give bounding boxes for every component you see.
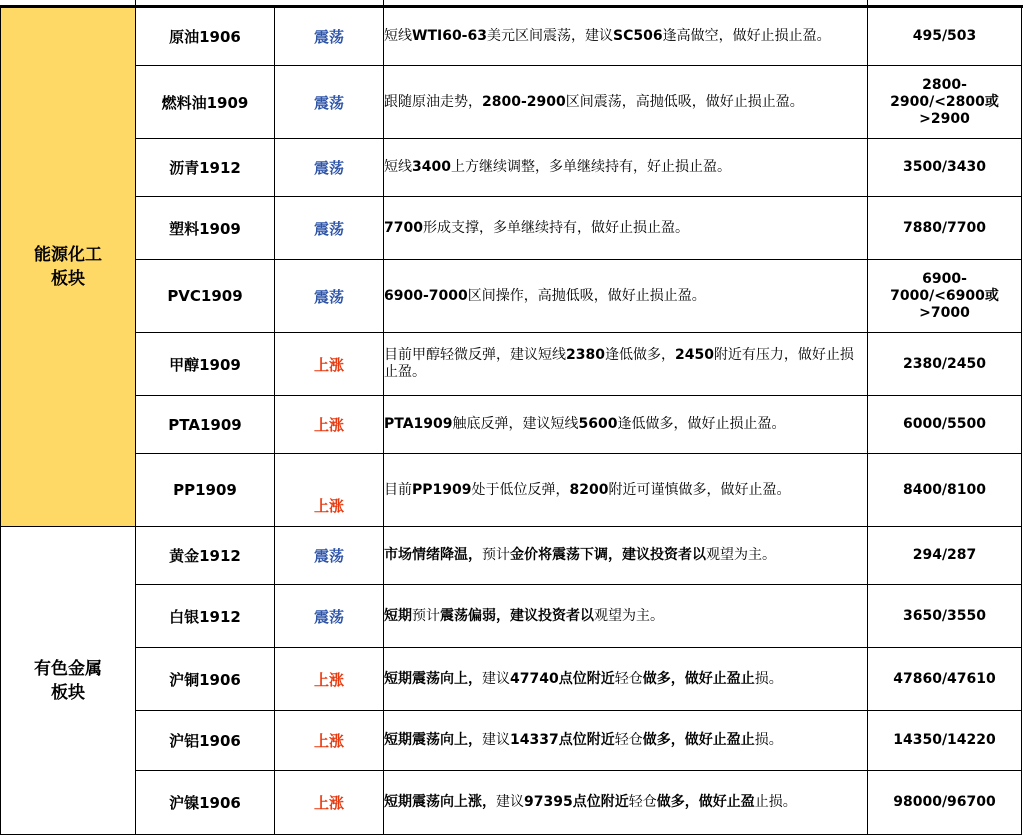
column-tick — [135, 0, 136, 5]
target-price: 294/287 — [868, 527, 1022, 585]
advice-segment: 2380 — [566, 347, 605, 363]
advice-segment: 5600 — [578, 416, 618, 432]
target-price: 3650/3550 — [868, 585, 1022, 648]
trend-label: 震荡 — [275, 139, 384, 197]
contract-name: PVC1909 — [136, 260, 275, 333]
advice-segment: 目前甲醇轻微反弹，建议短线 — [384, 347, 566, 363]
advice-segment: 做多，做好止盈 — [656, 794, 755, 810]
contract-name: 黄金1912 — [136, 527, 275, 585]
table-row — [1, 66, 1022, 139]
advice-segment: 损。 — [754, 670, 783, 687]
target-price: 2380/2450 — [868, 333, 1022, 396]
table-row — [1, 197, 1022, 260]
advice-segment: 2800-2900 — [482, 93, 566, 110]
advice-segment: 逢低做多，做好止损止盈。 — [617, 416, 786, 432]
advice-segment: 附近可谨慎做多，做好止盈。 — [608, 481, 791, 498]
table-row — [1, 260, 1022, 333]
advice-text — [384, 396, 868, 454]
advice-segment: PTA1909 — [384, 416, 453, 432]
trend-label: 震荡 — [275, 197, 384, 260]
trend-label: 上涨 — [275, 648, 384, 711]
advice-segment: WTI60-63 — [412, 28, 487, 44]
trend-label: 震荡 — [275, 260, 384, 333]
advice-segment: 短线 — [384, 28, 412, 44]
advice-segment: 市场情绪降温， — [384, 547, 482, 563]
strategy-table — [0, 7, 1022, 835]
advice-segment: 上方继续调整，多单继续持有，好止损止盈。 — [450, 159, 731, 175]
contract-name: 沥青1912 — [136, 139, 275, 197]
advice-text — [384, 585, 868, 648]
advice-segment: 6900-7000 — [384, 287, 468, 304]
advice-segment: 附近有压力，做好止损止盈。 — [384, 347, 854, 380]
advice-text — [384, 66, 868, 139]
target-price: 495/503 — [868, 8, 1022, 66]
trend-label: 上涨 — [275, 333, 384, 396]
advice-segment: 止损。 — [754, 794, 797, 810]
advice-segment: 观望为主。 — [594, 607, 664, 624]
advice-segment: 轻仓 — [614, 670, 643, 687]
advice-segment: 逢高做空，做好止损止盈。 — [662, 28, 831, 44]
advice-segment: 跟随原油走势， — [384, 93, 482, 110]
advice-text — [384, 197, 868, 260]
advice-text — [384, 333, 868, 396]
contract-name: PP1909 — [136, 454, 275, 527]
advice-segment: 金价将震荡下调， — [510, 547, 622, 563]
trend-label: 上涨 — [275, 771, 384, 835]
advice-text — [384, 454, 868, 527]
contract-name: 塑料1909 — [136, 197, 275, 260]
advice-text — [384, 711, 868, 771]
trend-label: 震荡 — [275, 66, 384, 139]
advice-segment: 8200 — [569, 481, 609, 498]
advice-segment: 美元区间震荡，建议 — [486, 28, 613, 44]
advice-segment: 47740点位附近 — [510, 670, 615, 687]
table-row — [1, 139, 1022, 197]
sector-label-metal: 有色金属 板块 — [1, 527, 136, 835]
table-row — [1, 648, 1022, 711]
advice-segment: 97395点位附近 — [524, 794, 629, 810]
table-row — [1, 454, 1022, 527]
contract-name: 甲醇1909 — [136, 333, 275, 396]
table-row — [1, 771, 1022, 835]
advice-text — [384, 648, 868, 711]
advice-segment: 震荡偏弱， — [440, 607, 510, 624]
target-price: 3500/3430 — [868, 139, 1022, 197]
table-row — [1, 585, 1022, 648]
advice-segment: 区间操作，高抛低吸，做好止损止盈。 — [467, 287, 706, 304]
advice-segment: 损。 — [754, 732, 783, 748]
table-row — [1, 333, 1022, 396]
advice-segment: 形成支撑，多单继续持有，做好止损止盈。 — [422, 219, 689, 236]
contract-name: 沪镍1906 — [136, 771, 275, 835]
contract-name: 沪铜1906 — [136, 648, 275, 711]
trend-label: 上涨 — [275, 396, 384, 454]
contract-name: PTA1909 — [136, 396, 275, 454]
advice-text — [384, 771, 868, 835]
advice-segment: 观望为主。 — [706, 547, 776, 563]
table-row — [1, 527, 1022, 585]
target-price: 14350/14220 — [868, 711, 1022, 771]
advice-segment: 轻仓 — [628, 794, 657, 810]
trend-label: 上涨 — [275, 711, 384, 771]
contract-name: 白银1912 — [136, 585, 275, 648]
contract-name: 原油1906 — [136, 8, 275, 66]
advice-segment: 建议 — [482, 732, 510, 748]
advice-segment: 短线 — [384, 159, 412, 175]
table-row — [1, 8, 1022, 66]
advice-segment: 短期震荡向上， — [384, 670, 482, 687]
advice-segment: 14337点位附近 — [510, 732, 615, 748]
advice-segment: SC506 — [612, 28, 663, 44]
target-price: 98000/96700 — [868, 771, 1022, 835]
trend-label: 震荡 — [275, 585, 384, 648]
advice-segment: 3400 — [412, 159, 451, 175]
advice-segment: PP1909 — [412, 481, 472, 498]
advice-text — [384, 8, 868, 66]
column-tick — [383, 0, 384, 5]
target-price: 47860/47610 — [868, 648, 1022, 711]
advice-segment: 预计 — [482, 547, 510, 563]
advice-text — [384, 260, 868, 333]
advice-segment: 轻仓 — [614, 732, 643, 748]
advice-segment: 短期震荡向上涨， — [384, 794, 496, 810]
advice-segment: 区间震荡，高抛低吸，做好止损止盈。 — [565, 93, 804, 110]
column-tick — [867, 0, 868, 5]
advice-segment: 7700 — [384, 219, 423, 236]
advice-text — [384, 139, 868, 197]
target-price: 6900- 7000/<6900或 >7000 — [868, 260, 1022, 333]
sector-label-energy: 能源化工 板块 — [1, 8, 136, 527]
advice-text — [384, 527, 868, 585]
advice-segment: 建议 — [496, 794, 524, 810]
advice-segment: 逢低做多， — [604, 347, 675, 363]
table-row — [1, 396, 1022, 454]
table-row — [1, 711, 1022, 771]
target-price: 8400/8100 — [868, 454, 1022, 527]
advice-segment: 目前 — [384, 481, 412, 498]
trend-label: 震荡 — [275, 8, 384, 66]
advice-segment: 处于低位反弹， — [471, 481, 570, 498]
advice-segment: 建议投资者以 — [510, 607, 594, 624]
advice-segment: 做多，做好止盈止 — [642, 670, 755, 687]
target-price: 2800- 2900/<2800或 >2900 — [868, 66, 1022, 139]
advice-segment: 建议 — [482, 670, 510, 687]
advice-segment: 触底反弹，建议短线 — [452, 416, 579, 432]
advice-segment: 2450 — [674, 347, 714, 363]
advice-segment: 做多，做好止盈止 — [642, 732, 755, 748]
target-price: 7880/7700 — [868, 197, 1022, 260]
advice-segment: 预计 — [412, 607, 440, 624]
advice-segment: 建议投资者以 — [622, 547, 706, 563]
contract-name: 沪铝1906 — [136, 711, 275, 771]
trend-label: 震荡 — [275, 527, 384, 585]
target-price: 6000/5500 — [868, 396, 1022, 454]
advice-segment: 短期 — [384, 607, 412, 624]
trend-label: 上涨 — [275, 454, 384, 527]
advice-segment: 短期震荡向上， — [384, 732, 482, 748]
contract-name: 燃料油1909 — [136, 66, 275, 139]
